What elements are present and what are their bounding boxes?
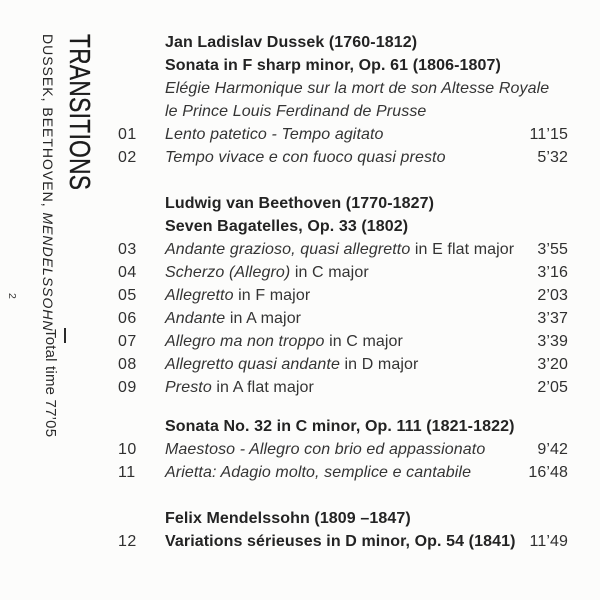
track-number: 04 bbox=[118, 264, 137, 281]
composers-regular: DUSSEK, BEETHOVEN, bbox=[40, 34, 56, 213]
track-title bbox=[165, 307, 537, 330]
track-number: 12 bbox=[118, 533, 137, 550]
track-row bbox=[118, 330, 568, 353]
track-title-italic: Andante grazioso, quasi allegretto bbox=[165, 241, 411, 258]
track-duration: 9’42 bbox=[537, 441, 568, 458]
track-row bbox=[118, 123, 568, 146]
track-row bbox=[118, 530, 568, 553]
divider-dash bbox=[64, 328, 67, 343]
track-number: 02 bbox=[118, 149, 137, 166]
track-number: 10 bbox=[118, 441, 137, 458]
track-row bbox=[118, 261, 568, 284]
composer-name: Ludwig van Beethoven (1770-1827) bbox=[165, 195, 435, 212]
track-row bbox=[118, 353, 568, 376]
section-beethoven-bagatelles bbox=[118, 192, 568, 399]
track-duration: 5’32 bbox=[537, 149, 568, 166]
track-duration: 11’49 bbox=[529, 533, 568, 550]
composer-name: Felix Mendelssohn (1809 –1847) bbox=[165, 510, 411, 527]
track-title-italic: Arietta: Adagio molto, semplice e cantabile bbox=[165, 464, 472, 481]
section-mendelssohn bbox=[118, 507, 568, 553]
track-title bbox=[165, 353, 537, 376]
track-row bbox=[118, 284, 568, 307]
work-title: Sonata in F sharp minor, Op. 61 (1806-1807) bbox=[165, 57, 501, 74]
track-title bbox=[165, 238, 537, 261]
track-title-italic: Allegretto bbox=[165, 287, 234, 304]
track-duration: 2’05 bbox=[537, 379, 568, 396]
album-composers bbox=[41, 34, 55, 332]
work-title: Seven Bagatelles, Op. 33 (1802) bbox=[165, 218, 409, 235]
track-duration: 3’20 bbox=[537, 356, 568, 373]
track-title-italic: Allegro ma non troppo bbox=[165, 333, 325, 350]
work-title: Sonata No. 32 in C minor, Op. 111 (1821-1822) bbox=[165, 418, 515, 435]
composers-italic: MENDELSSOHN bbox=[40, 212, 56, 332]
track-title bbox=[165, 261, 537, 284]
album-title: TRANSITIONS bbox=[63, 34, 95, 191]
track-title-roman: in A flat major bbox=[211, 379, 314, 396]
track-row bbox=[118, 146, 568, 169]
track-row bbox=[118, 461, 568, 484]
track-title-roman: in E flat major bbox=[410, 241, 515, 258]
track-number: 08 bbox=[118, 356, 137, 373]
track-duration: 3’55 bbox=[537, 241, 568, 258]
track-title-roman: Variations sérieuses in D minor, Op. 54 (1841) bbox=[165, 533, 516, 550]
track-title bbox=[165, 123, 530, 146]
track-title-italic: Allegretto quasi andante bbox=[165, 356, 340, 373]
composer-name: Jan Ladislav Dussek (1760-1812) bbox=[165, 34, 418, 51]
track-title bbox=[165, 376, 537, 399]
track-title bbox=[165, 330, 537, 353]
track-row bbox=[118, 376, 568, 399]
track-title-roman: in C major bbox=[290, 264, 369, 281]
track-duration: 16’48 bbox=[528, 464, 568, 481]
track-title-roman: in A major bbox=[225, 310, 302, 327]
track-row bbox=[118, 438, 568, 461]
track-number: 06 bbox=[118, 310, 137, 327]
track-title-italic: Andante bbox=[165, 310, 226, 327]
track-duration: 3’16 bbox=[537, 264, 568, 281]
total-time-label: Total time 77’05 bbox=[42, 329, 59, 438]
track-title bbox=[165, 530, 530, 553]
page-number: 2 bbox=[6, 293, 18, 299]
track-title-roman: in D major bbox=[339, 356, 419, 373]
track-title-italic: Maestoso - Allegro con brio ed appassionato bbox=[165, 441, 486, 458]
track-row bbox=[118, 307, 568, 330]
track-duration: 3’39 bbox=[537, 333, 568, 350]
track-number: 03 bbox=[118, 241, 137, 258]
track-title-italic: Scherzo (Allegro) bbox=[165, 264, 291, 281]
work-subtitle-line: Elégie Harmonique sur la mort de son Altesse Royale bbox=[165, 80, 550, 97]
track-title-italic: Lento patetico - Tempo agitato bbox=[165, 126, 384, 143]
track-number: 07 bbox=[118, 333, 137, 350]
track-number: 11 bbox=[118, 464, 136, 481]
track-duration: 3’37 bbox=[537, 310, 568, 327]
track-title bbox=[165, 146, 537, 169]
track-title-italic: Presto bbox=[165, 379, 212, 396]
track-title bbox=[165, 438, 537, 461]
track-row bbox=[118, 238, 568, 261]
track-title-roman: in C major bbox=[324, 333, 403, 350]
track-title-roman: in F major bbox=[233, 287, 311, 304]
section-dussek bbox=[118, 31, 568, 169]
track-title-italic: Tempo vivace e con fuoco quasi presto bbox=[165, 149, 446, 166]
track-number: 01 bbox=[118, 126, 137, 143]
work-subtitle-line: le Prince Louis Ferdinand de Prusse bbox=[165, 103, 427, 120]
section-beethoven-sonata32 bbox=[118, 415, 568, 484]
track-title bbox=[165, 284, 537, 307]
track-title bbox=[165, 461, 528, 484]
track-duration: 11’15 bbox=[529, 126, 568, 143]
track-number: 05 bbox=[118, 287, 137, 304]
track-duration: 2’03 bbox=[537, 287, 568, 304]
track-number: 09 bbox=[118, 379, 137, 396]
